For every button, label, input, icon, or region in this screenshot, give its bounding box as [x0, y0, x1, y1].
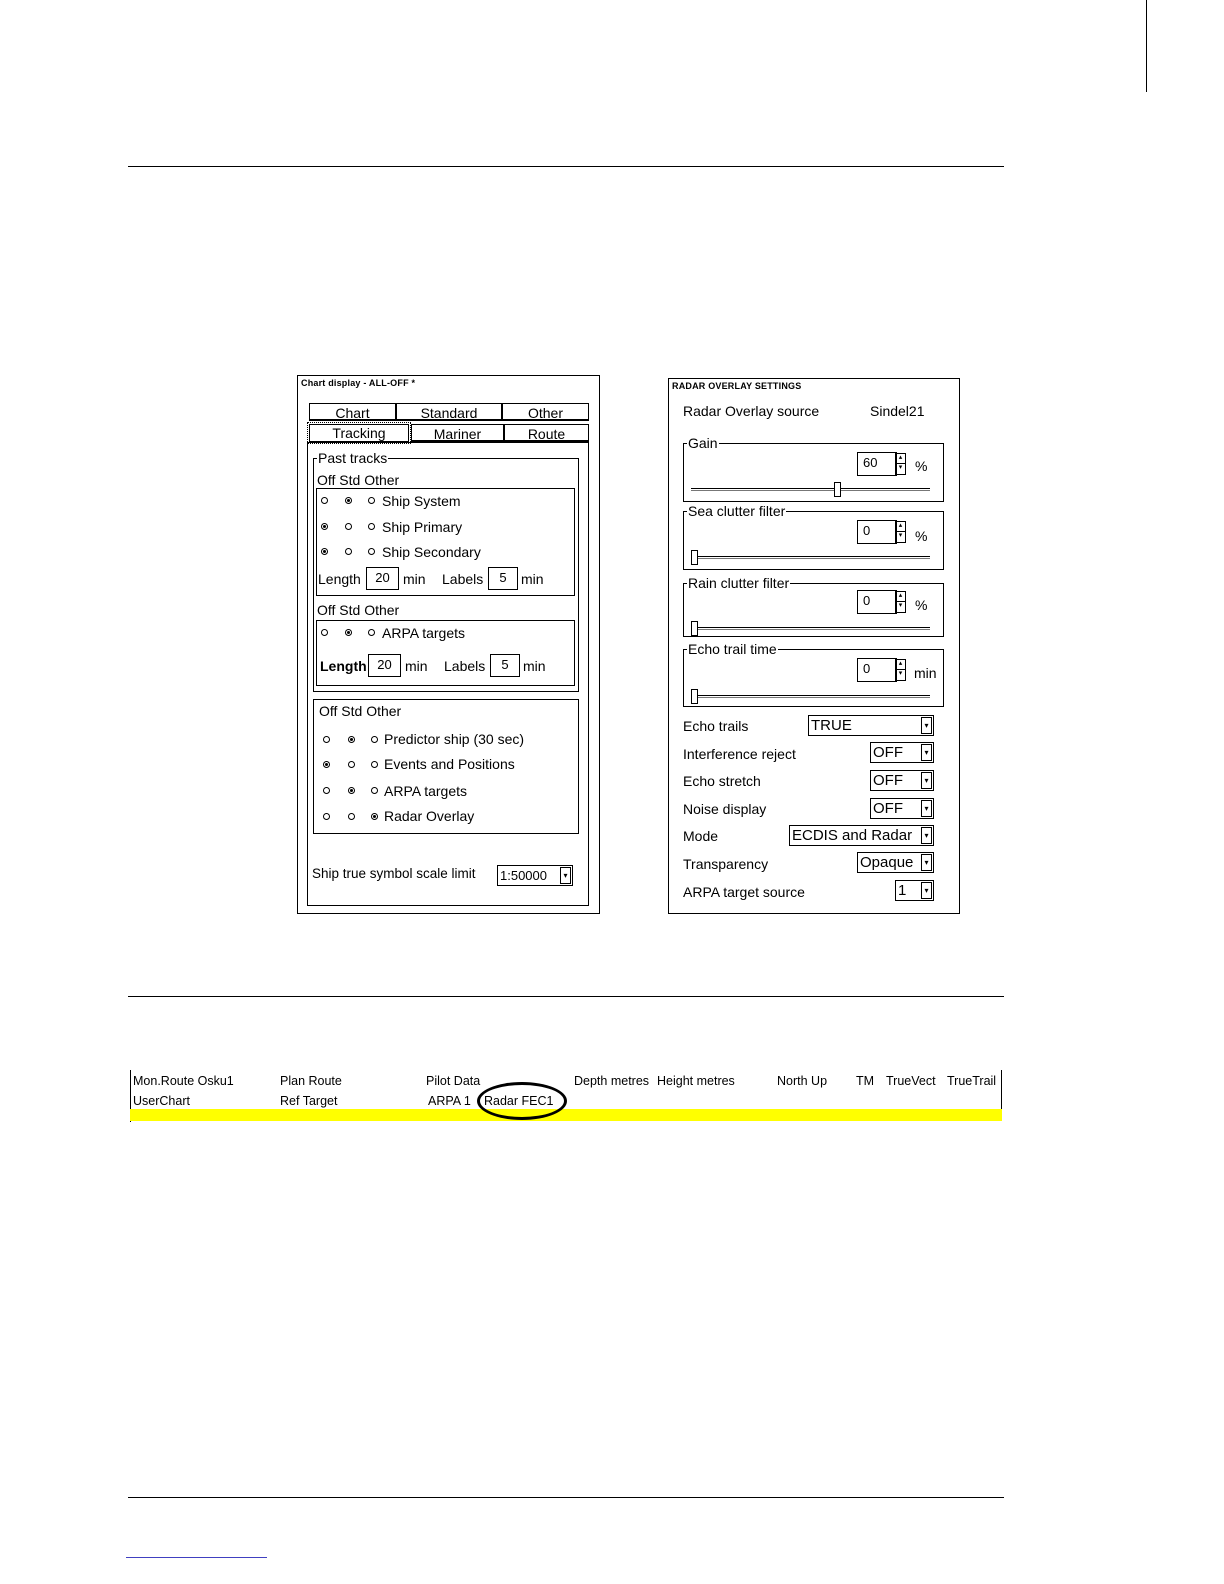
labels-input[interactable]: 5 — [488, 567, 518, 590]
status-vector-mode[interactable]: TrueVect — [886, 1074, 936, 1088]
echo-stretch-label: Echo stretch — [683, 773, 761, 789]
status-radar-source[interactable]: Radar FEC1 — [484, 1094, 554, 1108]
gain-input[interactable]: 60 — [857, 452, 897, 476]
ship-primary-label: Ship Primary — [382, 519, 463, 535]
echo-trail-time-legend: Echo trail time — [688, 641, 777, 657]
arpa-source-dropdown[interactable] — [895, 880, 934, 901]
labels-label: Labels — [442, 571, 484, 587]
status-user-chart[interactable]: UserChart — [133, 1094, 190, 1108]
ship-system-label: Ship System — [382, 493, 461, 509]
rain-clutter-slider-thumb[interactable] — [691, 621, 698, 636]
radio-arpa-std[interactable] — [345, 629, 352, 636]
sea-clutter-unit: % — [915, 528, 928, 544]
radio-events-std[interactable] — [348, 761, 355, 768]
sea-clutter-spinner[interactable] — [895, 521, 906, 543]
echo-trail-time-slider-thumb[interactable] — [691, 689, 698, 704]
radio-radar-overlay-std[interactable] — [348, 813, 355, 820]
header-rule — [128, 166, 1004, 167]
radio-ship-primary-off[interactable] — [321, 523, 328, 530]
rain-clutter-slider-track[interactable] — [691, 627, 930, 630]
spin-up-icon[interactable]: ▴ — [896, 592, 905, 602]
spin-down-icon[interactable]: ▾ — [898, 532, 903, 539]
status-ref-target[interactable]: Ref Target — [280, 1094, 338, 1108]
section-rule — [128, 996, 1004, 997]
rain-clutter-input[interactable]: 0 — [857, 590, 897, 614]
status-right-border — [1001, 1070, 1002, 1110]
status-plan-route[interactable]: Plan Route — [280, 1074, 342, 1088]
radio-arpa-display-other[interactable] — [371, 787, 378, 794]
status-depth-units[interactable]: Depth metres — [574, 1074, 650, 1088]
labels-unit: min — [521, 571, 544, 587]
length-input[interactable]: 20 — [366, 567, 399, 590]
footer-link-underline — [126, 1557, 267, 1558]
status-orientation[interactable]: North Up — [777, 1074, 828, 1088]
radar-overlay-label: Radar Overlay — [384, 808, 475, 824]
predictor-ship-label: Predictor ship (30 sec) — [384, 731, 525, 747]
ecdis-status-bar — [130, 1070, 1002, 1122]
arpa-labels-label: Labels — [444, 658, 486, 674]
radio-radar-overlay-off[interactable] — [323, 813, 330, 820]
status-arpa[interactable]: ARPA 1 — [428, 1094, 471, 1108]
arpa-labels-input[interactable]: 5 — [490, 654, 520, 677]
tab-standard[interactable]: Standard — [396, 403, 502, 421]
tab-tracking[interactable]: Tracking — [307, 422, 411, 444]
echo-trails-dropdown[interactable] — [808, 715, 934, 736]
arpa-labels-unit: min — [523, 658, 546, 674]
mode-value: ECDIS and Radar — [792, 827, 913, 844]
transparency-value: Opaque — [860, 854, 914, 871]
arpa-display-label: ARPA targets — [384, 783, 468, 799]
spin-down-icon[interactable]: ▾ — [898, 464, 903, 471]
noise-display-value: OFF — [873, 800, 903, 817]
echo-trail-time-spinner[interactable] — [895, 659, 906, 681]
radio-arpa-off[interactable] — [321, 629, 328, 636]
echo-trail-time-unit: min — [914, 665, 937, 681]
ship-secondary-label: Ship Secondary — [382, 544, 481, 560]
spin-up-icon[interactable]: ▴ — [896, 522, 905, 532]
arpa-length-input[interactable]: 20 — [368, 654, 401, 677]
tab-mariner[interactable]: Mariner — [411, 424, 504, 442]
tab-chart[interactable]: Chart — [309, 403, 396, 421]
chevron-down-icon[interactable]: ▾ — [921, 744, 932, 761]
arpa-source-value: 1 — [898, 882, 907, 899]
spin-up-icon[interactable]: ▴ — [896, 454, 905, 464]
mode-dropdown[interactable] — [789, 825, 934, 846]
rain-clutter-spinner[interactable] — [895, 591, 906, 613]
chevron-down-icon[interactable]: ▾ — [921, 854, 932, 871]
radar-source-value: Sindel21 — [870, 403, 925, 419]
gain-slider-thumb[interactable] — [834, 482, 841, 497]
spin-down-icon[interactable]: ▾ — [898, 602, 903, 609]
gain-slider-track[interactable] — [691, 488, 930, 491]
footer-rule — [128, 1497, 1004, 1498]
radio-ship-system-other[interactable] — [368, 497, 375, 504]
noise-display-label: Noise display — [683, 801, 767, 817]
radio-predictor-std[interactable] — [348, 736, 355, 743]
chevron-down-icon[interactable]: ▾ — [921, 772, 932, 789]
radio-ship-primary-other[interactable] — [368, 523, 375, 530]
rain-clutter-legend: Rain clutter filter — [688, 575, 790, 591]
radio-arpa-display-off[interactable] — [323, 787, 330, 794]
gain-spinner[interactable] — [895, 453, 906, 475]
page-edge-line — [1146, 0, 1147, 92]
status-motion-mode[interactable]: TM — [856, 1074, 875, 1088]
status-trail-mode[interactable]: TrueTrail — [947, 1074, 997, 1088]
radio-ship-primary-std[interactable] — [345, 523, 352, 530]
echo-stretch-value: OFF — [873, 772, 903, 789]
radio-predictor-other[interactable] — [371, 736, 378, 743]
echo-trail-time-input[interactable]: 0 — [857, 658, 897, 682]
radio-arpa-other[interactable] — [368, 629, 375, 636]
transparency-dropdown[interactable] — [857, 852, 934, 873]
echo-trail-time-slider-track[interactable] — [691, 695, 930, 698]
highlight-ellipse — [477, 1082, 567, 1120]
scale-limit-value: 1:50000 — [500, 868, 547, 883]
radio-radar-overlay-other[interactable] — [371, 813, 378, 820]
scale-limit-label: Ship true symbol scale limit — [312, 866, 476, 881]
chevron-down-icon[interactable]: ▾ — [560, 867, 571, 884]
chevron-down-icon[interactable]: ▾ — [921, 882, 932, 899]
length-label: Length — [318, 571, 361, 587]
sea-clutter-slider-track[interactable] — [691, 556, 930, 559]
interference-reject-label: Interference reject — [683, 746, 796, 762]
mode-label: Mode — [683, 828, 719, 844]
status-pilot-data[interactable]: Pilot Data — [426, 1074, 481, 1088]
echo-stretch-dropdown[interactable] — [870, 770, 934, 791]
echo-trails-value: TRUE — [811, 717, 852, 734]
radio-events-off[interactable] — [323, 761, 330, 768]
radio-arpa-display-std[interactable] — [348, 787, 355, 794]
status-mon-route[interactable]: Mon.Route Osku1 — [133, 1074, 234, 1088]
sea-clutter-legend: Sea clutter filter — [688, 503, 786, 519]
display-items-header: Off Std Other — [319, 703, 402, 719]
chevron-down-icon[interactable]: ▾ — [921, 827, 932, 844]
radio-ship-system-off[interactable] — [321, 497, 328, 504]
sea-clutter-input[interactable]: 0 — [857, 520, 897, 544]
radio-ship-secondary-other[interactable] — [368, 548, 375, 555]
tab-route[interactable]: Route — [504, 424, 589, 442]
scale-limit-dropdown[interactable] — [497, 865, 573, 886]
length-unit: min — [403, 571, 426, 587]
arpa-length-unit: min — [405, 658, 428, 674]
chart-display-dialog — [297, 375, 600, 914]
status-highlight-strip — [130, 1109, 1002, 1121]
rain-clutter-unit: % — [915, 597, 928, 613]
radar-overlay-dialog — [668, 378, 960, 914]
noise-display-dropdown[interactable] — [870, 798, 934, 819]
sea-clutter-slider-thumb[interactable] — [691, 550, 698, 565]
echo-trails-label: Echo trails — [683, 718, 749, 734]
radio-ship-secondary-off[interactable] — [321, 548, 328, 555]
arpa-length-label: Length — [320, 658, 367, 674]
chevron-down-icon[interactable]: ▾ — [921, 717, 932, 734]
radio-ship-system-std[interactable] — [345, 497, 352, 504]
spin-down-icon[interactable]: ▾ — [898, 670, 903, 677]
arpa-source-label: ARPA target source — [683, 884, 805, 900]
arpa-column-header: Off Std Other — [317, 602, 400, 618]
radar-source-label: Radar Overlay source — [683, 403, 820, 419]
arpa-targets-label: ARPA targets — [382, 625, 466, 641]
radar-dialog-title: RADAR OVERLAY SETTINGS — [672, 381, 802, 391]
gain-unit: % — [915, 458, 928, 474]
transparency-label: Transparency — [683, 856, 769, 872]
interference-reject-dropdown[interactable] — [870, 742, 934, 763]
radio-predictor-off[interactable] — [323, 736, 330, 743]
past-tracks-legend: Past tracks — [318, 450, 388, 466]
status-height-units[interactable]: Height metres — [657, 1074, 735, 1088]
events-positions-label: Events and Positions — [384, 756, 515, 772]
dialog-title: Chart display - ALL-OFF * — [301, 378, 416, 388]
radio-ship-secondary-std[interactable] — [345, 548, 352, 555]
gain-legend: Gain — [688, 435, 718, 451]
interference-reject-value: OFF — [873, 744, 903, 761]
radio-events-other[interactable] — [371, 761, 378, 768]
tab-other[interactable]: Other — [502, 403, 589, 421]
chevron-down-icon[interactable]: ▾ — [921, 800, 932, 817]
column-header: Off Std Other — [317, 472, 400, 488]
spin-up-icon[interactable]: ▴ — [896, 660, 905, 670]
